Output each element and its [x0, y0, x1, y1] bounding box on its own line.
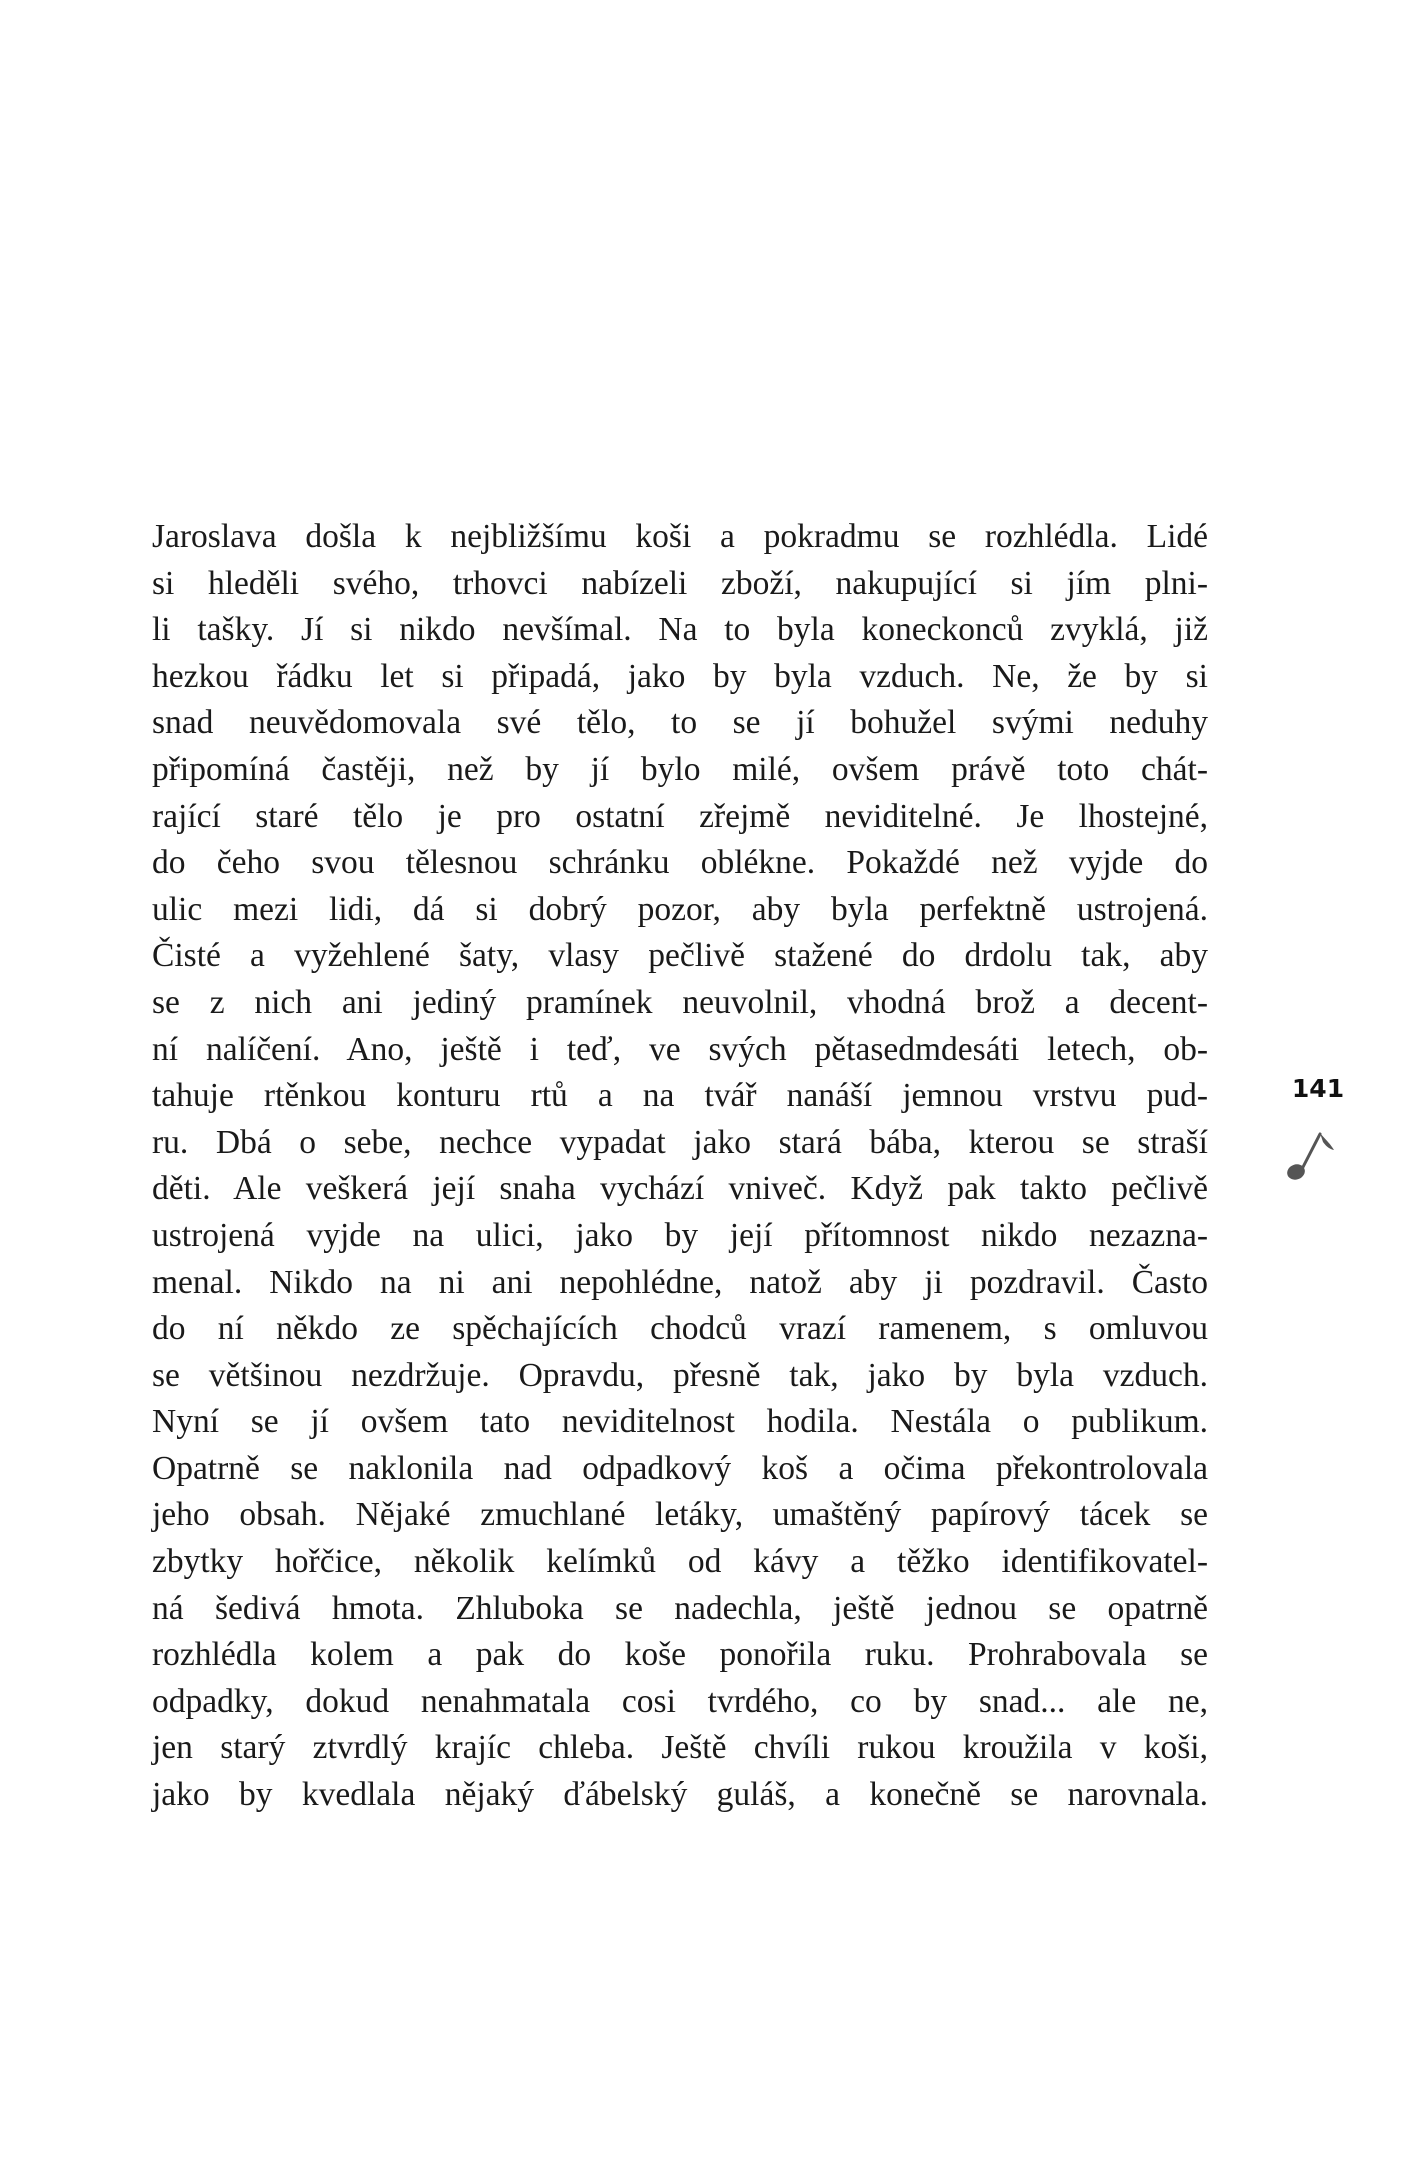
text-line: se většinou nezdržuje. Opravdu, přesně tak, jako by byla vzduch. [152, 1356, 1208, 1394]
text-line: Opatrně se naklonila nad odpadkový koš a očima překontrolovala [152, 1449, 1208, 1487]
text-line: menal. Nikdo na ni ani nepohlédne, natož aby ji pozdravil. Často [152, 1263, 1208, 1301]
text-line: zbytky hořčice, několik kelímků od kávy a těžko identifikovatel- [152, 1543, 1208, 1581]
text-line: do ní někdo ze spěchajících chodců vrazí ramenem, s omluvou [152, 1310, 1208, 1348]
text-line: ná šedivá hmota. Zhluboka se nadechla, ještě jednou se opatrně [152, 1589, 1208, 1627]
text-line: odpadky, dokud nenahmatala cosi tvrdého, co by snad... ale ne, [152, 1682, 1208, 1720]
text-line: jeho obsah. Nějaké zmuchlané letáky, umaštěný papírový tácek se [152, 1496, 1208, 1534]
text-line: ní nalíčení. Ano, ještě i teď, ve svých pětasedmdesáti letech, ob- [152, 1030, 1208, 1068]
text-line: li tašky. Jí si nikdo nevšímal. Na to byla koneckonců zvyklá, již [152, 611, 1208, 649]
text-line: Čisté a vyžehlené šaty, vlasy pečlivě stažené do drdolu tak, aby [152, 937, 1208, 975]
text-line: do čeho svou tělesnou schránku oblékne. Pokaždé než vyjde do [152, 844, 1208, 882]
body-text [152, 514, 1208, 1819]
text-line: ru. Dbá o sebe, nechce vypadat jako stará bába, kterou se straší [152, 1123, 1208, 1161]
text-line: Nyní se jí ovšem tato neviditelnost hodila. Nestála o publikum. [152, 1403, 1208, 1441]
text-line: ulic mezi lidi, dá si dobrý pozor, aby byla perfektně ustrojená. [152, 890, 1208, 928]
text-line: se z nich ani jediný pramínek neuvolnil, vhodná brož a decent- [152, 983, 1208, 1021]
text-line: ustrojená vyjde na ulici, jako by její přítomnost nikdo nezazna- [152, 1216, 1208, 1254]
text-line: jen starý ztvrdlý krajíc chleba. Ještě chvíli rukou kroužila v koši, [152, 1729, 1208, 1767]
text-line: Jaroslava došla k nejbližšímu koši a pokradmu se rozhlédla. Lidé [152, 518, 1208, 555]
page-number: 141 [1291, 1074, 1345, 1103]
text-line: jako by kvedlala nějaký ďábelský guláš, a konečně se narovnala. [152, 1776, 1208, 1814]
text-line: připomíná častěji, než by jí bylo milé, ovšem právě toto chát- [152, 750, 1208, 788]
eighth-note-icon [1283, 1128, 1339, 1184]
text-line: rající staré tělo je pro ostatní zřejmě neviditelné. Je lhostejné, [152, 797, 1208, 835]
text-line: hezkou řádku let si připadá, jako by byla vzduch. Ne, že by si [152, 657, 1208, 695]
text-line: si hleděli svého, trhovci nabízeli zboží, nakupující si jím plni- [152, 564, 1208, 602]
text-line: rozhlédla kolem a pak do koše ponořila ruku. Prohrabovala se [152, 1636, 1208, 1674]
text-line: snad neuvědomovala své tělo, to se jí bohužel svými neduhy [152, 704, 1208, 742]
text-line: děti. Ale veškerá její snaha vychází vniveč. Když pak takto pečlivě [152, 1170, 1208, 1208]
text-line: tahuje rtěnkou konturu rtů a na tvář nanáší jemnou vrstvu pud- [152, 1077, 1208, 1115]
